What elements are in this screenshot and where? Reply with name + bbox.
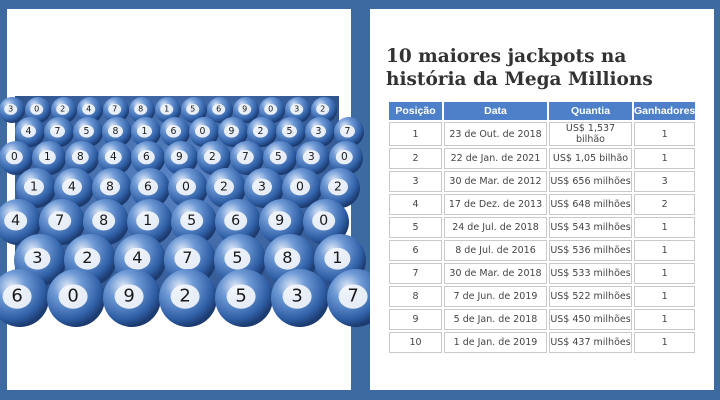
header-amount: Quantia <box>549 102 632 120</box>
ball-number: 1 <box>332 248 343 268</box>
cell-date: 22 de Jan. de 2021 <box>444 148 547 169</box>
ball-number: 1 <box>43 151 51 164</box>
ball-number: 9 <box>228 125 235 137</box>
ball-number: 2 <box>179 285 191 307</box>
ball-number: 0 <box>296 178 304 194</box>
lottery-ball <box>0 97 25 123</box>
cell-amount: US$ 543 milhões <box>549 217 632 238</box>
ball-number: 8 <box>76 151 84 164</box>
ball-number: 7 <box>55 212 65 229</box>
ball-number: 8 <box>106 178 114 194</box>
cell-date: 1 de Jan. de 2019 <box>444 332 547 353</box>
ball-number: 0 <box>182 178 190 194</box>
ball-number: 5 <box>83 125 90 137</box>
ball-number: 0 <box>268 104 274 114</box>
table-row <box>389 240 695 261</box>
ball-number: 8 <box>112 125 119 137</box>
ball-number: 3 <box>258 178 266 194</box>
cell-date: 30 de Mar. de 2012 <box>444 171 547 192</box>
cell-amount: US$ 450 milhões <box>549 309 632 330</box>
ball-number: 3 <box>32 248 43 268</box>
header-date: Data <box>444 102 547 120</box>
ball-number: 0 <box>67 285 79 307</box>
cell-amount: US$ 1,05 bilhão <box>549 148 632 169</box>
ball-number: 4 <box>25 125 32 137</box>
ball-number: 2 <box>257 125 264 137</box>
cell-amount: US$ 533 milhões <box>549 263 632 284</box>
table-row <box>389 194 695 215</box>
cell-winners: 1 <box>634 122 695 146</box>
table-row <box>389 171 695 192</box>
lottery-ball <box>215 269 273 327</box>
cell-amount: US$ 648 milhões <box>549 194 632 215</box>
cell-date: 5 de Jan. de 2018 <box>444 309 547 330</box>
ball-number: 1 <box>164 104 170 114</box>
ball-number: 0 <box>340 151 348 164</box>
ball-number: 2 <box>60 104 66 114</box>
cell-position: 2 <box>389 148 442 169</box>
cell-position: 4 <box>389 194 442 215</box>
cell-winners: 1 <box>634 263 695 284</box>
ball-number: 0 <box>10 151 18 164</box>
lottery-ball <box>47 269 105 327</box>
cell-winners: 1 <box>634 240 695 261</box>
ball-number: 3 <box>291 285 303 307</box>
ball-number: 4 <box>132 248 143 268</box>
ball-number: 6 <box>216 104 222 114</box>
ball-number: 2 <box>208 151 216 164</box>
ball-number: 3 <box>307 151 315 164</box>
ball-number: 1 <box>141 125 148 137</box>
cell-winners: 1 <box>634 332 695 353</box>
ball-number: 7 <box>241 151 249 164</box>
ball-number: 2 <box>320 104 326 114</box>
ball-number: 0 <box>199 125 206 137</box>
header-position: Posição <box>389 102 442 120</box>
ball-number: 3 <box>315 125 322 137</box>
table-row <box>389 286 695 307</box>
table-row <box>389 263 695 284</box>
ball-number: 4 <box>109 151 117 164</box>
table-row <box>389 309 695 330</box>
ball-number: 7 <box>112 104 118 114</box>
cell-amount: US$ 522 milhões <box>549 286 632 307</box>
cell-date: 30 de Mar. de 2018 <box>444 263 547 284</box>
table-header-row <box>389 102 695 120</box>
ball-number: 7 <box>54 125 61 137</box>
ball-number: 5 <box>274 151 282 164</box>
cell-position: 3 <box>389 171 442 192</box>
cell-amount: US$ 437 milhões <box>549 332 632 353</box>
cell-winners: 3 <box>634 171 695 192</box>
ball-number: 1 <box>143 212 153 229</box>
ball-number: 9 <box>123 285 135 307</box>
cell-date: 23 de Out. de 2018 <box>444 122 547 146</box>
ball-number: 6 <box>170 125 177 137</box>
ball-number: 5 <box>187 212 197 229</box>
cell-position: 7 <box>389 263 442 284</box>
cell-position: 9 <box>389 309 442 330</box>
cell-winners: 1 <box>634 309 695 330</box>
cell-winners: 1 <box>634 148 695 169</box>
cell-position: 6 <box>389 240 442 261</box>
lottery-ball <box>103 269 161 327</box>
ball-number: 9 <box>175 151 183 164</box>
ball-number: 9 <box>242 104 248 114</box>
cell-amount: US$ 1,537 bilhão <box>549 122 632 146</box>
right-panel <box>370 9 714 390</box>
ball-number: 0 <box>34 104 40 114</box>
cell-winners: 2 <box>634 194 695 215</box>
jackpots-table <box>387 100 697 355</box>
cell-position: 10 <box>389 332 442 353</box>
ball-number: 8 <box>282 248 293 268</box>
ball-number: 6 <box>144 178 152 194</box>
cell-amount: US$ 656 milhões <box>549 171 632 192</box>
cell-date: 8 de Jul. de 2016 <box>444 240 547 261</box>
left-panel <box>7 9 359 390</box>
ball-number: 6 <box>142 151 150 164</box>
table-row <box>389 217 695 238</box>
ball-number: 5 <box>235 285 247 307</box>
table-row <box>389 332 695 353</box>
ball-number: 8 <box>138 104 144 114</box>
lottery-balls-photo <box>8 96 359 307</box>
ball-number: 2 <box>220 178 228 194</box>
cell-date: 7 de Jun. de 2019 <box>444 286 547 307</box>
ball-number: 5 <box>232 248 243 268</box>
ball-number: 7 <box>347 285 359 307</box>
cell-date: 24 de Jul. de 2018 <box>444 217 547 238</box>
ball-number: 1 <box>30 178 38 194</box>
ball-number: 7 <box>344 125 351 137</box>
ball-number: 5 <box>190 104 196 114</box>
ball-number: 0 <box>319 212 329 229</box>
cell-position: 1 <box>389 122 442 146</box>
ball-number: 4 <box>68 178 76 194</box>
article-title: 10 maiores jackpots na história da Mega Millions <box>386 46 653 90</box>
table-row <box>389 148 695 169</box>
header-winners: Ganhadores <box>634 102 695 120</box>
cell-date: 17 de Dez. de 2013 <box>444 194 547 215</box>
cell-winners: 1 <box>634 286 695 307</box>
ball-number: 4 <box>86 104 92 114</box>
lottery-ball <box>271 269 329 327</box>
ball-number: 6 <box>11 285 23 307</box>
cell-position: 8 <box>389 286 442 307</box>
ball-number: 4 <box>11 212 21 229</box>
cell-winners: 1 <box>634 217 695 238</box>
cell-amount: US$ 536 milhões <box>549 240 632 261</box>
ball-number: 2 <box>334 178 342 194</box>
ball-number: 8 <box>99 212 109 229</box>
ball-number: 3 <box>8 104 14 114</box>
ball-number: 6 <box>231 212 241 229</box>
table-row <box>389 122 695 146</box>
ball-number: 5 <box>286 125 293 137</box>
ball-number: 2 <box>82 248 93 268</box>
ball-number: 3 <box>294 104 300 114</box>
ball-number: 9 <box>275 212 285 229</box>
lottery-ball <box>159 269 217 327</box>
cell-position: 5 <box>389 217 442 238</box>
ball-number: 7 <box>182 248 193 268</box>
